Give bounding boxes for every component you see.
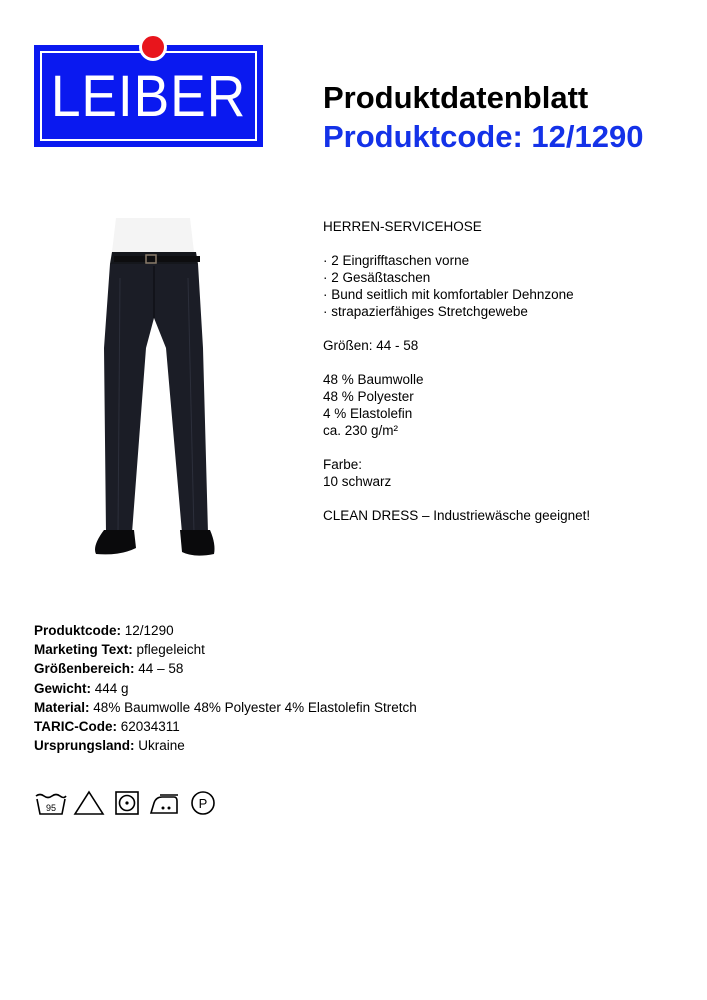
leiber-logo [34, 45, 263, 147]
left-shoe-shape [95, 530, 136, 554]
spec-label: Größenbereich: [34, 661, 135, 677]
belt-shape [114, 256, 200, 262]
composition-line: 4 % Elastolefin [323, 406, 413, 421]
color-label: Farbe: [323, 457, 363, 472]
care-symbols [34, 789, 220, 817]
wash-95-icon [34, 789, 68, 817]
shirt-shape [112, 218, 194, 252]
spec-value: pflegeleicht [136, 642, 205, 658]
feature-item: · Bund seitlich mit komfortabler Dehnzone [323, 287, 574, 302]
composition [323, 371, 693, 439]
feature-item: · 2 Gesäßtaschen [323, 270, 431, 285]
spec-value: Ukraine [138, 738, 185, 754]
page-title: Produktdatenblatt [323, 80, 589, 115]
bleach-triangle-icon [72, 789, 106, 817]
composition-line: ca. 230 g/m² [323, 423, 399, 438]
spec-value: 48% Baumwolle 48% Polyester 4% Elastolefin Stretch [93, 699, 417, 715]
color-value: 10 schwarz [323, 474, 392, 489]
composition-line: 48 % Polyester [323, 389, 414, 404]
feature-list [323, 252, 693, 320]
dry-clean-letter: P [198, 796, 208, 811]
spec-row [34, 698, 674, 717]
spec-value: 444 g [94, 680, 129, 696]
spec-value: 44 – 58 [138, 661, 184, 677]
feature-item: · strapazierfähiges Stretchgewebe [323, 304, 528, 319]
spec-label: Marketing Text: [34, 642, 133, 658]
clean-dress-note: CLEAN DRESS – Industriewäsche geeignet! [323, 508, 591, 523]
spec-row [34, 717, 674, 736]
product-name: HERREN-SERVICEHOSE [323, 219, 482, 234]
spec-label: Material: [34, 699, 90, 715]
spec-row [34, 679, 674, 698]
spec-value: 62034311 [120, 719, 180, 735]
product-description [323, 218, 693, 541]
right-shoe-shape [180, 530, 215, 556]
product-image-trousers [90, 218, 220, 563]
spec-row [34, 736, 674, 755]
spec-row [34, 659, 674, 678]
spec-label: Produktcode: [34, 623, 122, 638]
logo-red-dot [139, 33, 167, 61]
tumble-dry-icon [110, 789, 144, 817]
spec-value: 12/1290 [124, 623, 174, 638]
spec-row [34, 640, 674, 659]
spec-list [34, 621, 674, 755]
size-range: Größen: 44 - 58 [323, 338, 419, 353]
spec-label: Gewicht: [34, 680, 92, 696]
color-info [323, 456, 693, 490]
product-code-title: Produktcode: 12/1290 [323, 119, 644, 154]
feature-item: · 2 Eingrifftaschen vorne [323, 253, 470, 268]
logo-wordmark: LEIBER [50, 64, 247, 129]
spec-label: Ursprungsland: [34, 738, 135, 754]
spec-row [34, 621, 674, 640]
wash-temperature: 95 [45, 803, 57, 813]
iron-two-dots-icon [148, 789, 182, 817]
spec-label: TARIC-Code: [34, 719, 117, 735]
composition-line: 48 % Baumwolle [323, 372, 424, 387]
dry-clean-p-icon [186, 789, 220, 817]
